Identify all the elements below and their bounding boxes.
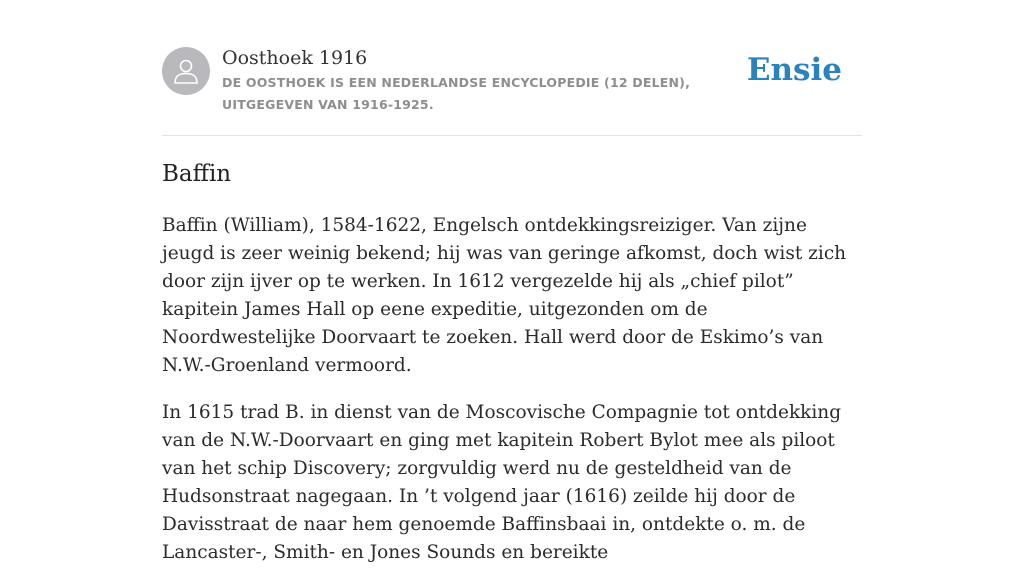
ensie-logo[interactable]: Ensie <box>746 52 842 88</box>
article-paragraph: In 1615 trad B. in dienst van de Moscovische Compagnie tot ontdekking van de N.W.-Doorvaart en ging met kapitein Robert Bylot mee als piloot van het schip Discovery; zorgvuldig werd nu de gesteldheid van de Hudsonstraat nagegaan. In ’t volgend jaar (1616) zeilde hij door de Davisstraat de naar hem genoemde Baffinsbaai in, ontdekte o. m. de Lancaster-, Smith- en Jones Sounds en bereikte <box>162 402 842 563</box>
source-avatar[interactable] <box>162 47 210 95</box>
source-description: DE OOSTHOEK IS EEN NEDERLANDSE ENCYCLOPEDIE (12 DELEN), UITGEGEVEN VAN 1916-1925. <box>222 75 691 112</box>
article-paragraph: Baffin (William), 1584-1622, Engelsch ontdekkingsreiziger. Van zijne jeugd is zeer weinig bekend; hij was van geringe afkomst, doch wist zich door zijn ijver op te werken. In 1612 vergezelde hij als „chief pilot” kapitein James Hall op eene expeditie, uitgezonden om de Noordwestelijke Doorvaart te zoeken. Hall werd door de Eskimo’s van N.W.-Groenland vermoord. <box>162 215 847 376</box>
article-title: Baffin <box>162 161 232 187</box>
article-body <box>162 212 862 586</box>
source-header <box>162 0 862 136</box>
user-icon <box>173 57 199 85</box>
content-container <box>162 0 862 563</box>
source-title[interactable]: Oosthoek 1916 <box>222 47 368 69</box>
